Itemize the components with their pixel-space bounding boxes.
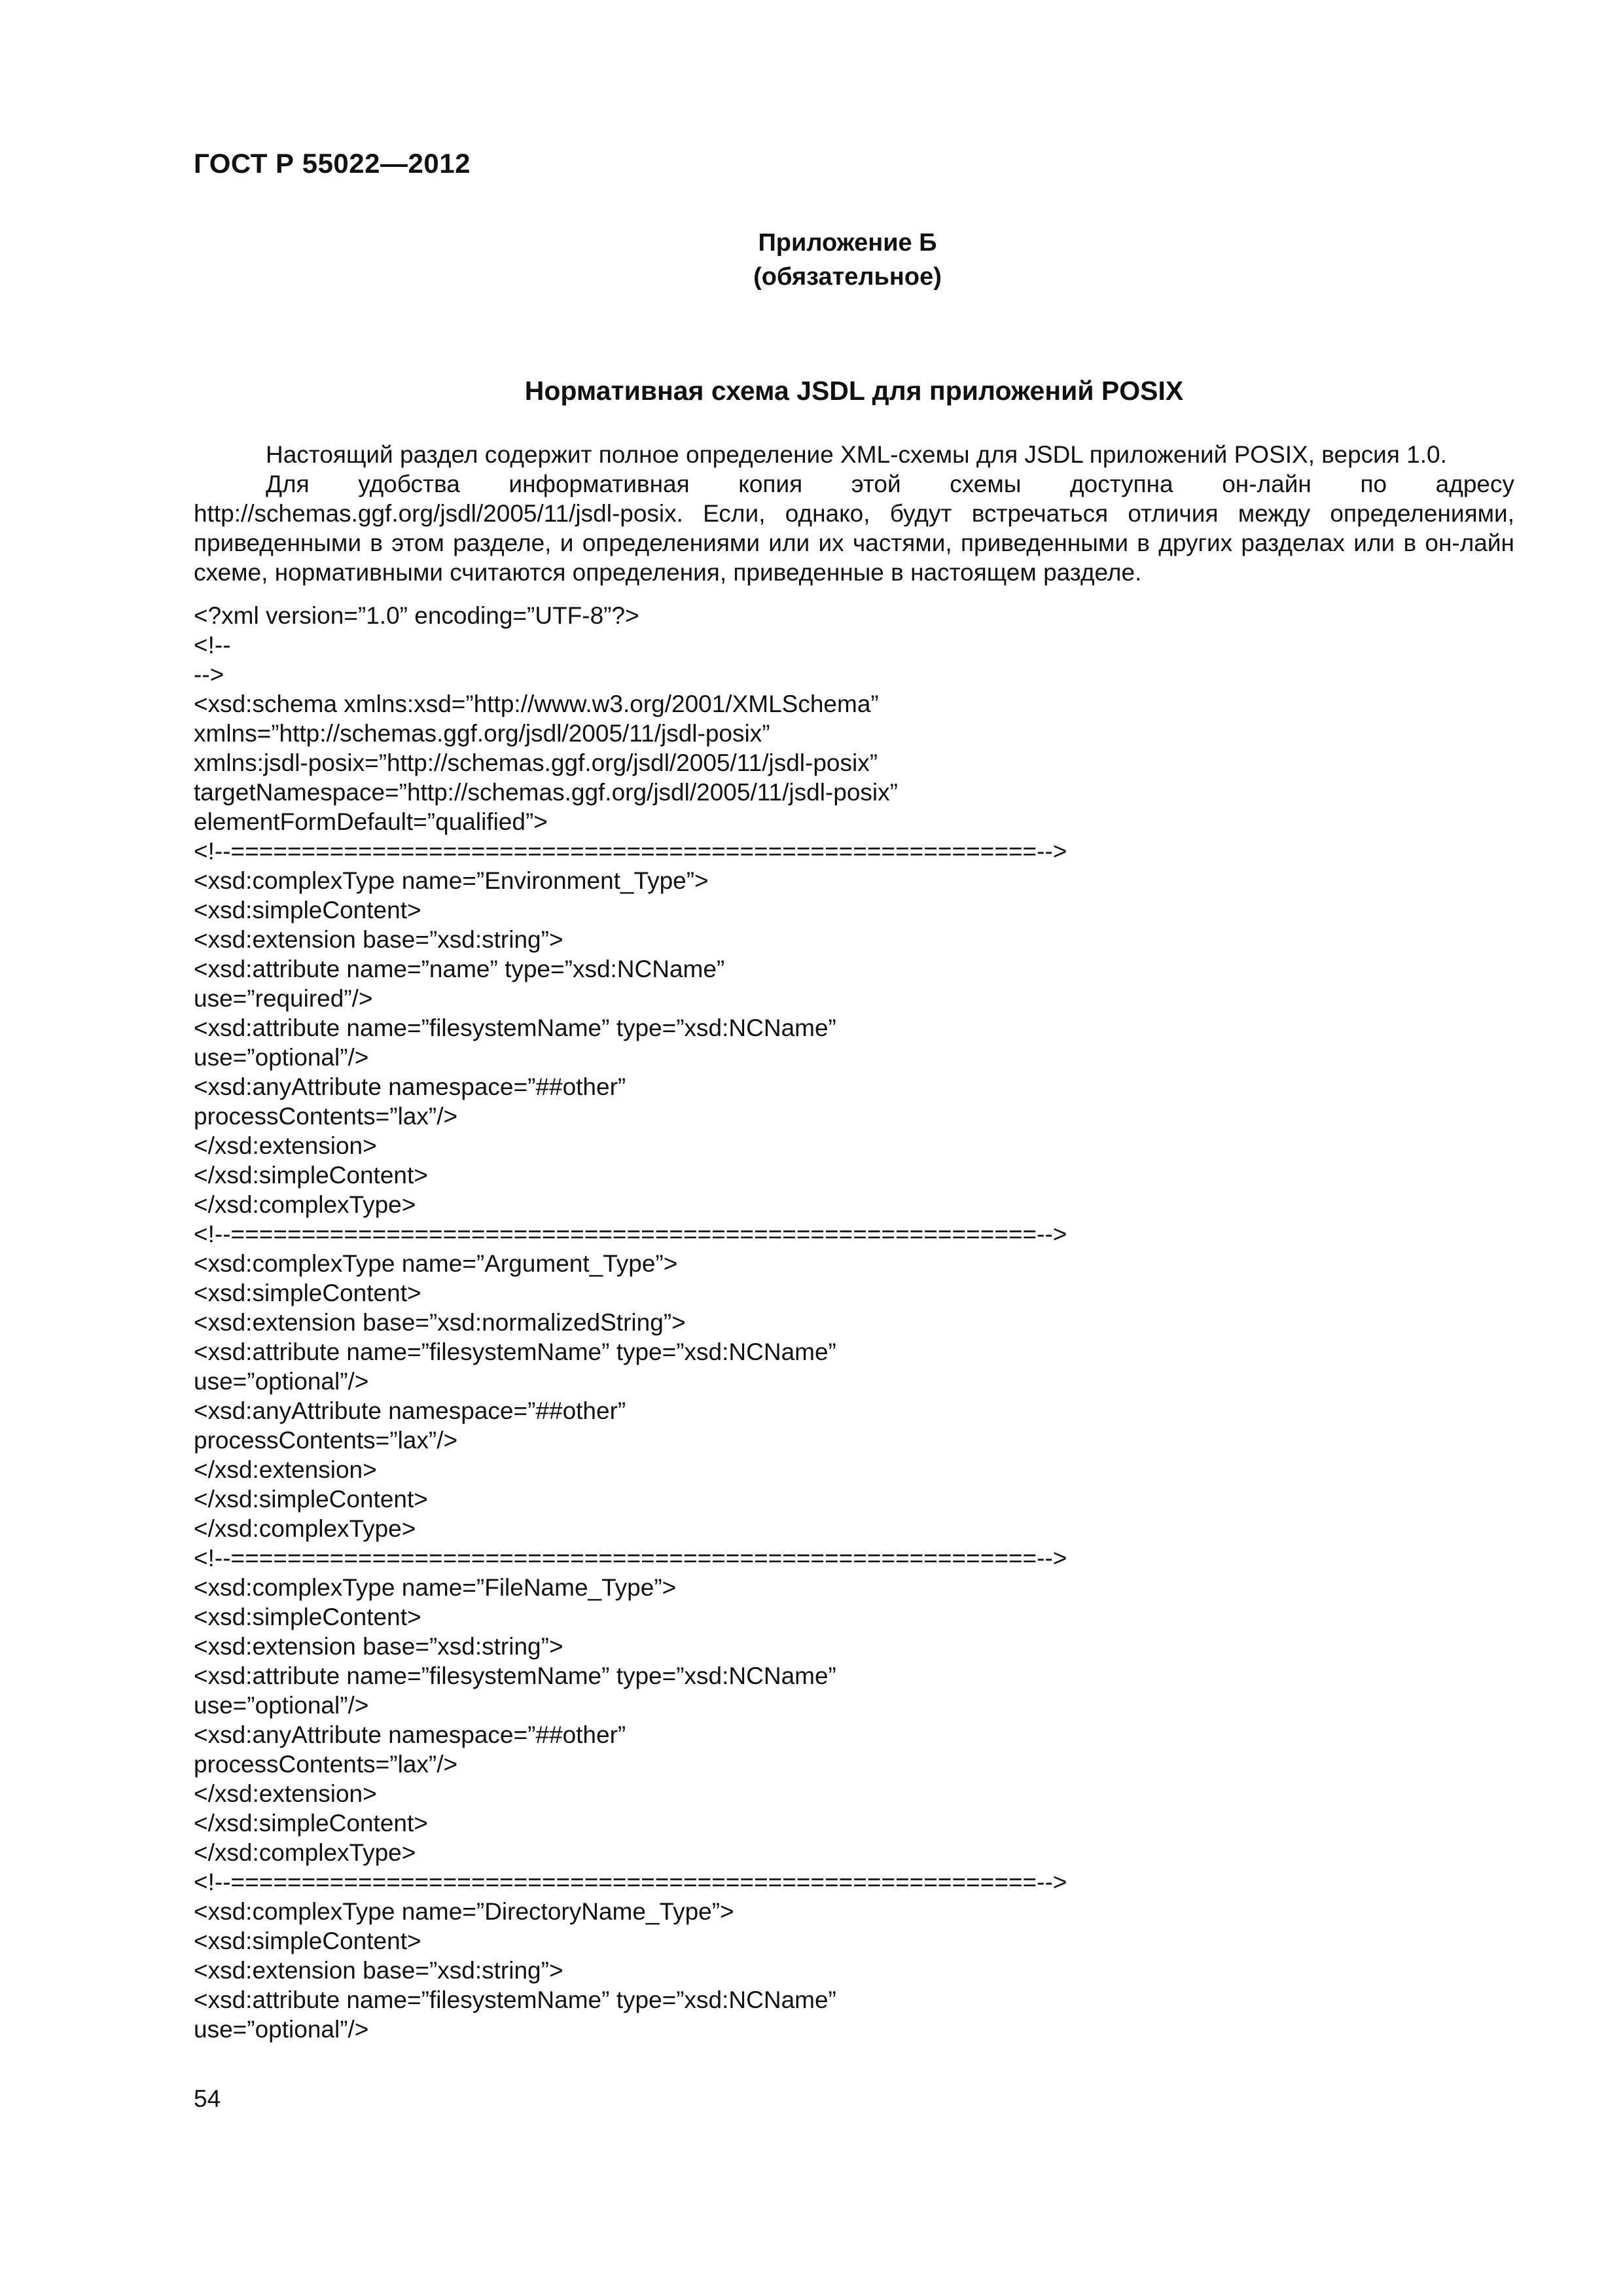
code-line: <xsd:extension base=”xsd:string”> bbox=[194, 1633, 563, 1660]
code-line: </xsd:extension> bbox=[194, 1456, 377, 1483]
code-line: processContents=”lax”/> bbox=[194, 1751, 458, 1778]
intro-text bbox=[194, 440, 1514, 587]
code-line: <!--=========================================================--> bbox=[194, 1869, 1067, 1895]
code-line: <xsd:schema xmlns:xsd=”http://www.w3.org/2001/XMLSchema” bbox=[194, 691, 879, 717]
code-line: <xsd:complexType name=”DirectoryName_Type”> bbox=[194, 1898, 734, 1925]
annex-status: (обязательное) bbox=[753, 263, 942, 291]
code-line: <xsd:attribute name=”filesystemName” type=”xsd:NCName” bbox=[194, 1338, 836, 1365]
code-line: <!--=========================================================--> bbox=[194, 1221, 1067, 1247]
code-line: targetNamespace=”http://schemas.ggf.org/jsdl/2005/11/jsdl-posix” bbox=[194, 779, 898, 806]
section-title: Нормативная схема JSDL для приложений POSIX bbox=[524, 376, 1184, 406]
code-line: <xsd:simpleContent> bbox=[194, 1280, 421, 1306]
code-line: <!-- bbox=[194, 632, 231, 658]
code-line: use=”optional”/> bbox=[194, 1368, 369, 1395]
code-line: <xsd:anyAttribute namespace=”##other” bbox=[194, 1397, 626, 1424]
code-line: processContents=”lax”/> bbox=[194, 1427, 458, 1454]
code-line: use=”optional”/> bbox=[194, 1692, 369, 1719]
code-line: </xsd:simpleContent> bbox=[194, 1486, 428, 1513]
code-line: <!--=========================================================--> bbox=[194, 1545, 1067, 1571]
code-line: xmlns=”http://schemas.ggf.org/jsdl/2005/11/jsdl-posix” bbox=[194, 720, 770, 747]
code-line: <xsd:extension base=”xsd:normalizedString”> bbox=[194, 1309, 686, 1336]
code-line: elementFormDefault=”qualified”> bbox=[194, 808, 548, 835]
code-line: </xsd:extension> bbox=[194, 1132, 377, 1159]
intro-paragraph: Настоящий раздел содержит полное определение XML-схемы для JSDL приложений POSIX, версия 1.0. bbox=[266, 441, 1447, 468]
page-number: 54 bbox=[194, 2085, 221, 2112]
code-line: <xsd:complexType name=”Environment_Type”> bbox=[194, 867, 709, 894]
code-line: <xsd:attribute name=”filesystemName” type=”xsd:NCName” bbox=[194, 1986, 836, 2013]
code-line: </xsd:simpleContent> bbox=[194, 1810, 428, 1837]
code-line: </xsd:complexType> bbox=[194, 1191, 416, 1218]
annex-heading bbox=[654, 226, 1041, 294]
code-line: </xsd:simpleContent> bbox=[194, 1162, 428, 1189]
code-line: <!--=========================================================--> bbox=[194, 838, 1067, 865]
standard-id: ГОСТ Р 55022—2012 bbox=[194, 148, 471, 179]
code-line: xmlns:jsdl-posix=”http://schemas.ggf.org/jsdl/2005/11/jsdl-posix” bbox=[194, 749, 878, 776]
code-line: </xsd:complexType> bbox=[194, 1515, 416, 1542]
code-line: use=”optional”/> bbox=[194, 1044, 369, 1071]
code-line: <xsd:simpleContent> bbox=[194, 1928, 421, 1954]
code-line: <xsd:extension base=”xsd:string”> bbox=[194, 1957, 563, 1984]
code-line: processContents=”lax”/> bbox=[194, 1103, 458, 1130]
code-line: </xsd:extension> bbox=[194, 1780, 377, 1807]
code-line: <xsd:simpleContent> bbox=[194, 897, 421, 924]
xml-schema-listing bbox=[194, 601, 1514, 2044]
intro-paragraph: Для удобства информативная копия этой схемы доступна он-лайн по адресу http://schemas.ggf.org/jsdl/2005/11/jsdl-posix. Если, однако, будут встречаться отличия между определениями, приведенными в этом разделе, и определениями или их частями, приведенными в других разделах или в он-лайн схеме, нормативными считаются определения, приведенные в настоящем разделе. bbox=[194, 471, 1514, 586]
code-line: <xsd:complexType name=”FileName_Type”> bbox=[194, 1574, 677, 1601]
code-line: <xsd:simpleContent> bbox=[194, 1604, 421, 1630]
code-line: <?xml version=”1.0” encoding=”UTF-8”?> bbox=[194, 602, 639, 629]
code-line: </xsd:complexType> bbox=[194, 1839, 416, 1866]
annex-label: Приложение Б bbox=[758, 229, 937, 257]
code-line: <xsd:attribute name=”name” type=”xsd:NCName” bbox=[194, 956, 725, 982]
code-line: <xsd:complexType name=”Argument_Type”> bbox=[194, 1250, 678, 1277]
code-line: <xsd:attribute name=”filesystemName” type=”xsd:NCName” bbox=[194, 1014, 836, 1041]
code-line: <xsd:anyAttribute namespace=”##other” bbox=[194, 1721, 626, 1748]
code-line: use=”optional”/> bbox=[194, 2016, 369, 2043]
code-line: <xsd:attribute name=”filesystemName” type=”xsd:NCName” bbox=[194, 1662, 836, 1689]
code-line: <xsd:extension base=”xsd:string”> bbox=[194, 926, 563, 953]
code-line: use=”required”/> bbox=[194, 985, 373, 1012]
code-line: <xsd:anyAttribute namespace=”##other” bbox=[194, 1073, 626, 1100]
code-line: --> bbox=[194, 661, 224, 688]
